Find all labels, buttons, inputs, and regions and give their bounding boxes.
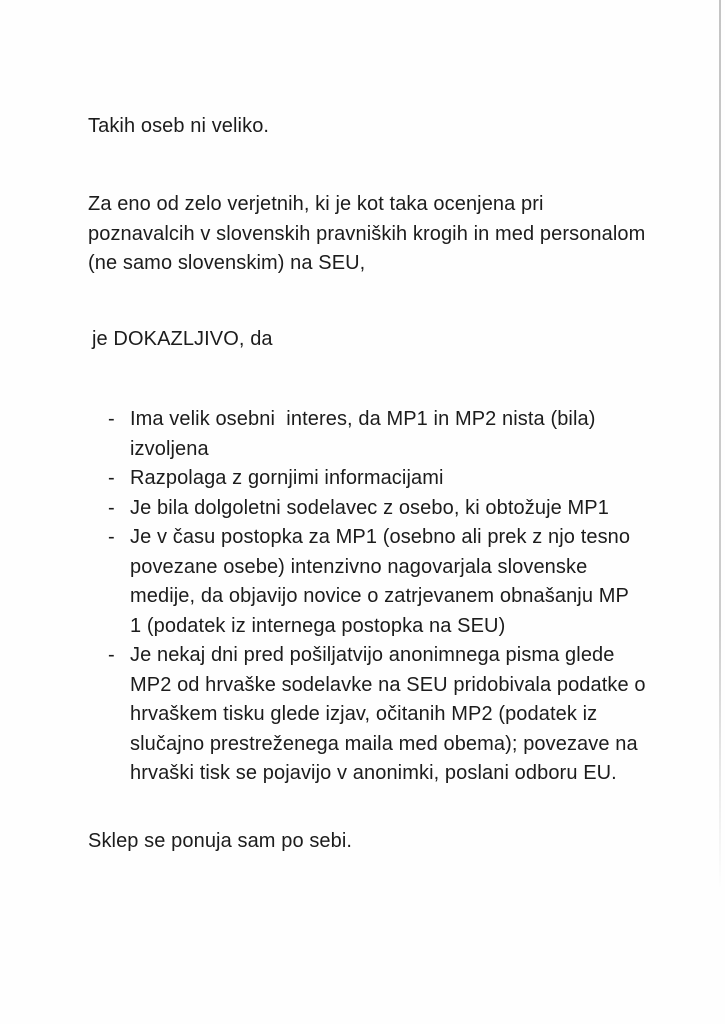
list-item-2 — [108, 464, 646, 494]
text-line: poznavalcih v slovenskih pravniških krogih in med personalom — [88, 222, 646, 245]
scanner-edge-line — [719, 0, 721, 890]
list-item-5 — [108, 641, 646, 789]
list-item-4 — [108, 523, 646, 641]
dash-marker: - — [108, 496, 115, 519]
list-item-text — [130, 494, 646, 524]
text-line: hrvaškem tisku glede izjav, očitanih MP2 (podatek iz — [130, 703, 598, 725]
paragraph-assessment — [88, 190, 645, 279]
text-line: Ima velik osebni interes, da MP1 in MP2 nista (bila) — [130, 408, 596, 430]
paragraph-intro — [88, 112, 269, 142]
text-line: Za eno od zelo verjetnih, ki je kot taka ocenjena pri — [88, 193, 544, 215]
text-line: medije, da objavijo novice o zatrjevanem obnašanju MP — [130, 585, 629, 607]
list-item-1 — [108, 405, 646, 464]
text-line: Sklep se ponuja sam po sebi. — [88, 830, 353, 852]
list-item-text — [130, 464, 646, 494]
list-item-3 — [108, 494, 646, 524]
list-item-text — [130, 405, 646, 464]
text-line: Je bila dolgoletni sodelavec z osebo, ki obtožuje MP1 — [130, 496, 609, 519]
list-item-text — [130, 641, 646, 789]
text-line: 1 (podatek iz internega postopka na SEU) — [130, 614, 506, 637]
bullet-list — [108, 405, 646, 789]
text-line: izvoljena — [130, 437, 209, 460]
paragraph-closing — [88, 827, 352, 857]
text-line: Je nekaj dni pred pošiljatvijo anonimnega pisma glede — [130, 644, 615, 666]
dash-marker: - — [108, 408, 115, 430]
text-line: Takih oseb ni veliko. — [88, 115, 270, 137]
text-line: je DOKAZLJIVO, da — [92, 328, 273, 350]
text-line: Je v času postopka za MP1 (osebno ali prek z njo tesno — [130, 526, 631, 548]
paragraph-dokazljivo — [92, 325, 273, 355]
text-line: MP2 od hrvaške sodelavke na SEU pridobivala podatke o — [130, 673, 646, 696]
dash-marker: - — [108, 644, 115, 666]
text-line: hrvaški tisk se pojavijo v anonimki, poslani odboru EU. — [130, 762, 617, 784]
dash-marker: - — [108, 467, 115, 489]
text-line: (ne samo slovenskim) na SEU, — [88, 252, 366, 274]
text-line: Razpolaga z gornjimi informacijami — [130, 467, 444, 489]
text-line: slučajno prestreženega maila med obema); povezave na — [130, 732, 638, 755]
list-item-text — [130, 523, 646, 641]
dash-marker: - — [108, 526, 115, 548]
text-line: povezane osebe) intenzivno nagovarjala slovenske — [130, 555, 588, 578]
